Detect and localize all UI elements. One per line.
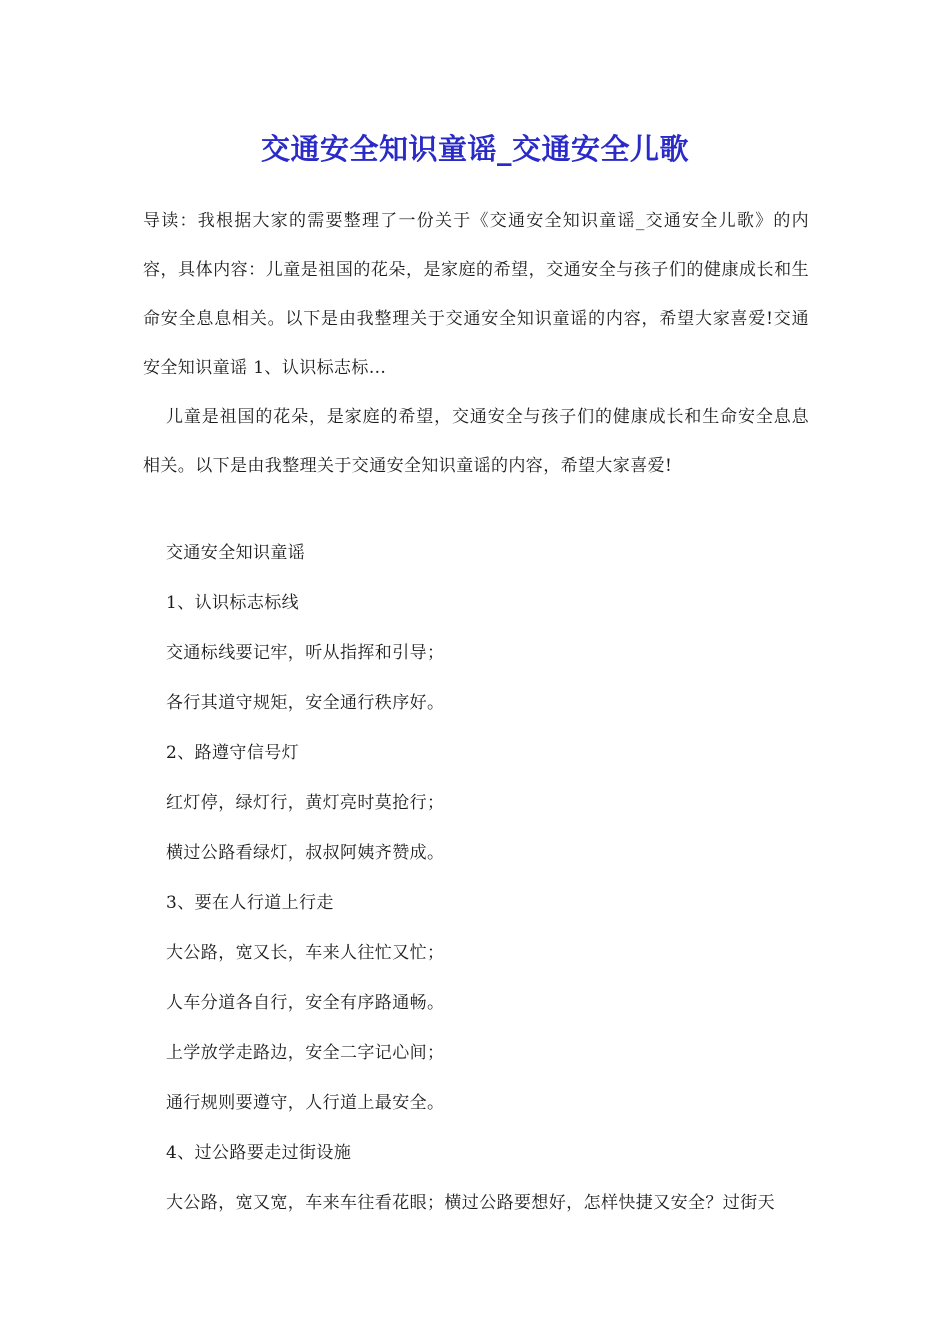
verse-line: 横过公路看绿灯，叔叔阿姨齐赞成。	[166, 843, 445, 863]
verse-line: 各行其道守规矩，安全通行秩序好。	[166, 693, 445, 713]
verse-heading: 3、要在人行道上行走	[166, 893, 334, 913]
section-heading: 交通安全知识童谣	[166, 543, 306, 563]
verse-line: 大公路，宽又宽，车来车往看花眼；横过公路要想好，怎样快捷又安全？过街天	[166, 1193, 775, 1213]
verse-line: 上学放学走路边，安全二字记心间；	[166, 1043, 445, 1063]
verse-line: 交通标线要记牢，听从指挥和引导；	[166, 643, 445, 663]
page-title: 交通安全知识童谣_交通安全儿歌	[260, 132, 689, 167]
intro-paragraph: 导读：我根据大家的需要整理了一份关于《交通安全知识童谣_交通安全儿歌》的内容，具体内容：儿童是祖国的花朵，是家庭的希望，交通安全与孩子们的健康成长和生命安全息息相关。以下是由我整理关于交通安全知识童谣的内容，希望大家喜爱!交通安全知识童谣 1、认识标志标...	[143, 211, 809, 378]
verse-line: 红灯停，绿灯行，黄灯亮时莫抢行；	[166, 793, 445, 813]
verse-heading: 2、路遵守信号灯	[166, 743, 300, 763]
verse-line: 通行规则要遵守，人行道上最安全。	[166, 1093, 445, 1113]
verse-heading: 1、认识标志标线	[166, 593, 300, 613]
body-paragraph: 儿童是祖国的花朵，是家庭的希望，交通安全与孩子们的健康成长和生命安全息息相关。以下是由我整理关于交通安全知识童谣的内容，希望大家喜爱!	[143, 407, 809, 476]
verse-heading: 4、过公路要走过街设施	[166, 1143, 352, 1163]
verse-line: 大公路，宽又长，车来人往忙又忙；	[166, 943, 445, 963]
verse-line: 人车分道各自行，安全有序路通畅。	[166, 993, 445, 1013]
